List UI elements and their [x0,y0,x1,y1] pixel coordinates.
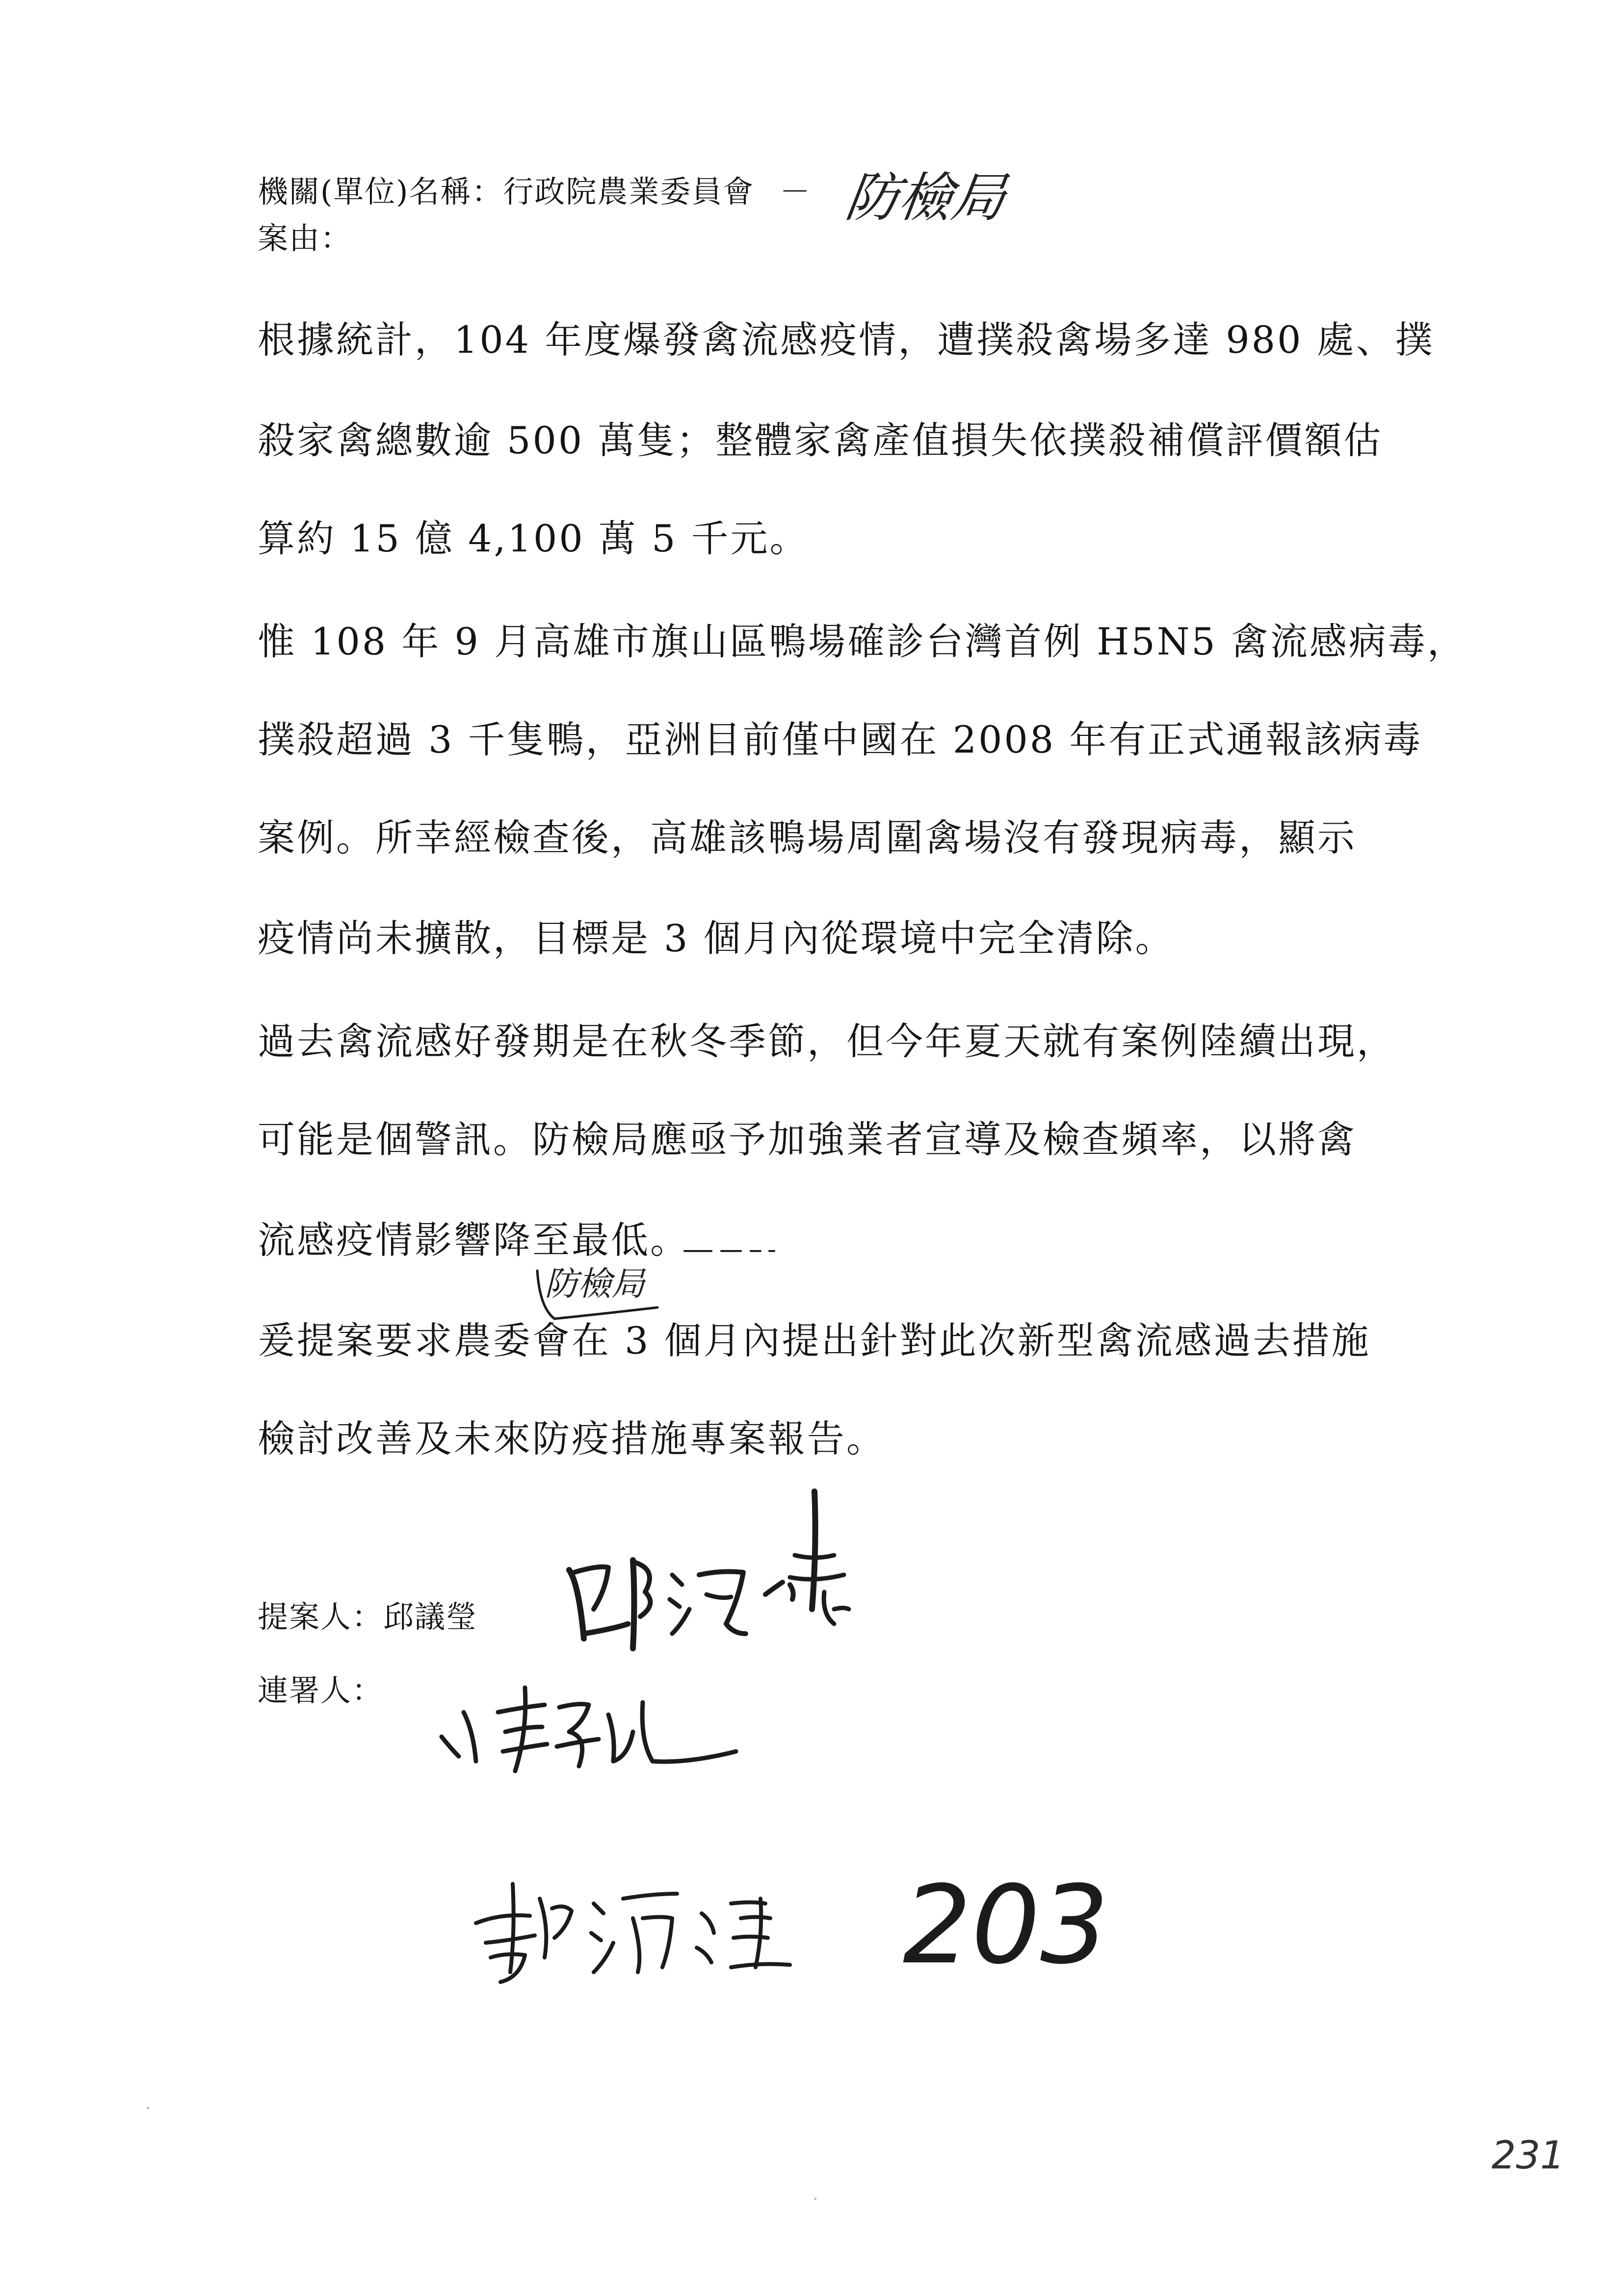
paragraph-1-line-1: 根據統計，104 年度爆發禽流感疫情，遭撲殺禽場多達 980 處、撲 [258,318,1435,362]
paragraph-2-line-3: 案例。所幸經檢查後，高雄該鴨場周圍禽場沒有發現病毒，顯示 [258,816,1357,860]
agency-dash: － [780,174,812,209]
paragraph-1-line-2: 殺家禽總數逾 500 萬隻；整體家禽產值損失依撲殺補償評價額估 [258,418,1383,462]
proposer-name: 邱議瑩 [383,1599,478,1635]
handwritten-number-text: 203 [903,1862,1109,1988]
scan-speck [147,2107,149,2109]
page-mark [1487,2129,1575,2183]
paragraph-3-line-1: 過去禽流感好發期是在秋冬季節，但今年夏天就有案例陸續出現， [258,1019,1396,1063]
paragraph-2-line-2: 撲殺超過 3 千隻鴨，亞洲目前僅中國在 2008 年有正式通報該病毒 [258,718,1423,761]
agency-label: 機關(單位)名稱：行政院農業委員會 [258,174,755,209]
paragraph-1-line-3: 算約 15 億 4,100 萬 5 千元。 [258,517,809,560]
paragraph-3-line-3: 流感疫情影響降至最低。 [258,1218,689,1262]
paragraph-2-line-4: 疫情尚未擴散，目標是 3 個月內從環境中完全清除。 [258,916,1175,960]
paragraph-4-line-2: 檢討改善及未來防疫措施專案報告。 [258,1417,886,1461]
proposer-line [258,1599,478,1635]
stray-marks [682,1246,780,1256]
scan-speck [814,2198,816,2200]
paragraph-3-line-2: 可能是個警訊。防檢局應亟予加強業者宣導及檢查頻率，以將禽 [258,1118,1357,1161]
paragraph-4-line-1: 爰提案要求農委會在 3 個月內提出針對此次新型禽流感過去措施 [258,1319,1371,1362]
handwritten-number [898,1862,1133,1988]
reason-label: 案由： [258,220,352,256]
paragraph-2-line-1: 惟 108 年 9 月高雄市旗山區鴨場確診台灣首例 H5N5 禽流感病毒， [258,620,1467,663]
handwritten-agency-note [841,162,1011,235]
proposer-label: 提案人： [258,1599,384,1635]
proposer-signature [559,1487,864,1663]
cosigner-signature [432,1658,746,1786]
inline-insertion-text: 防檢局 [545,1265,645,1304]
handwritten-agency-text: 防檢局 [841,166,1010,229]
page-mark-text: 231 [1492,2134,1565,2178]
agency-line [258,174,812,209]
cosigner-label: 連署人： [258,1672,384,1708]
bottom-handwritten-signature [466,1854,849,2002]
